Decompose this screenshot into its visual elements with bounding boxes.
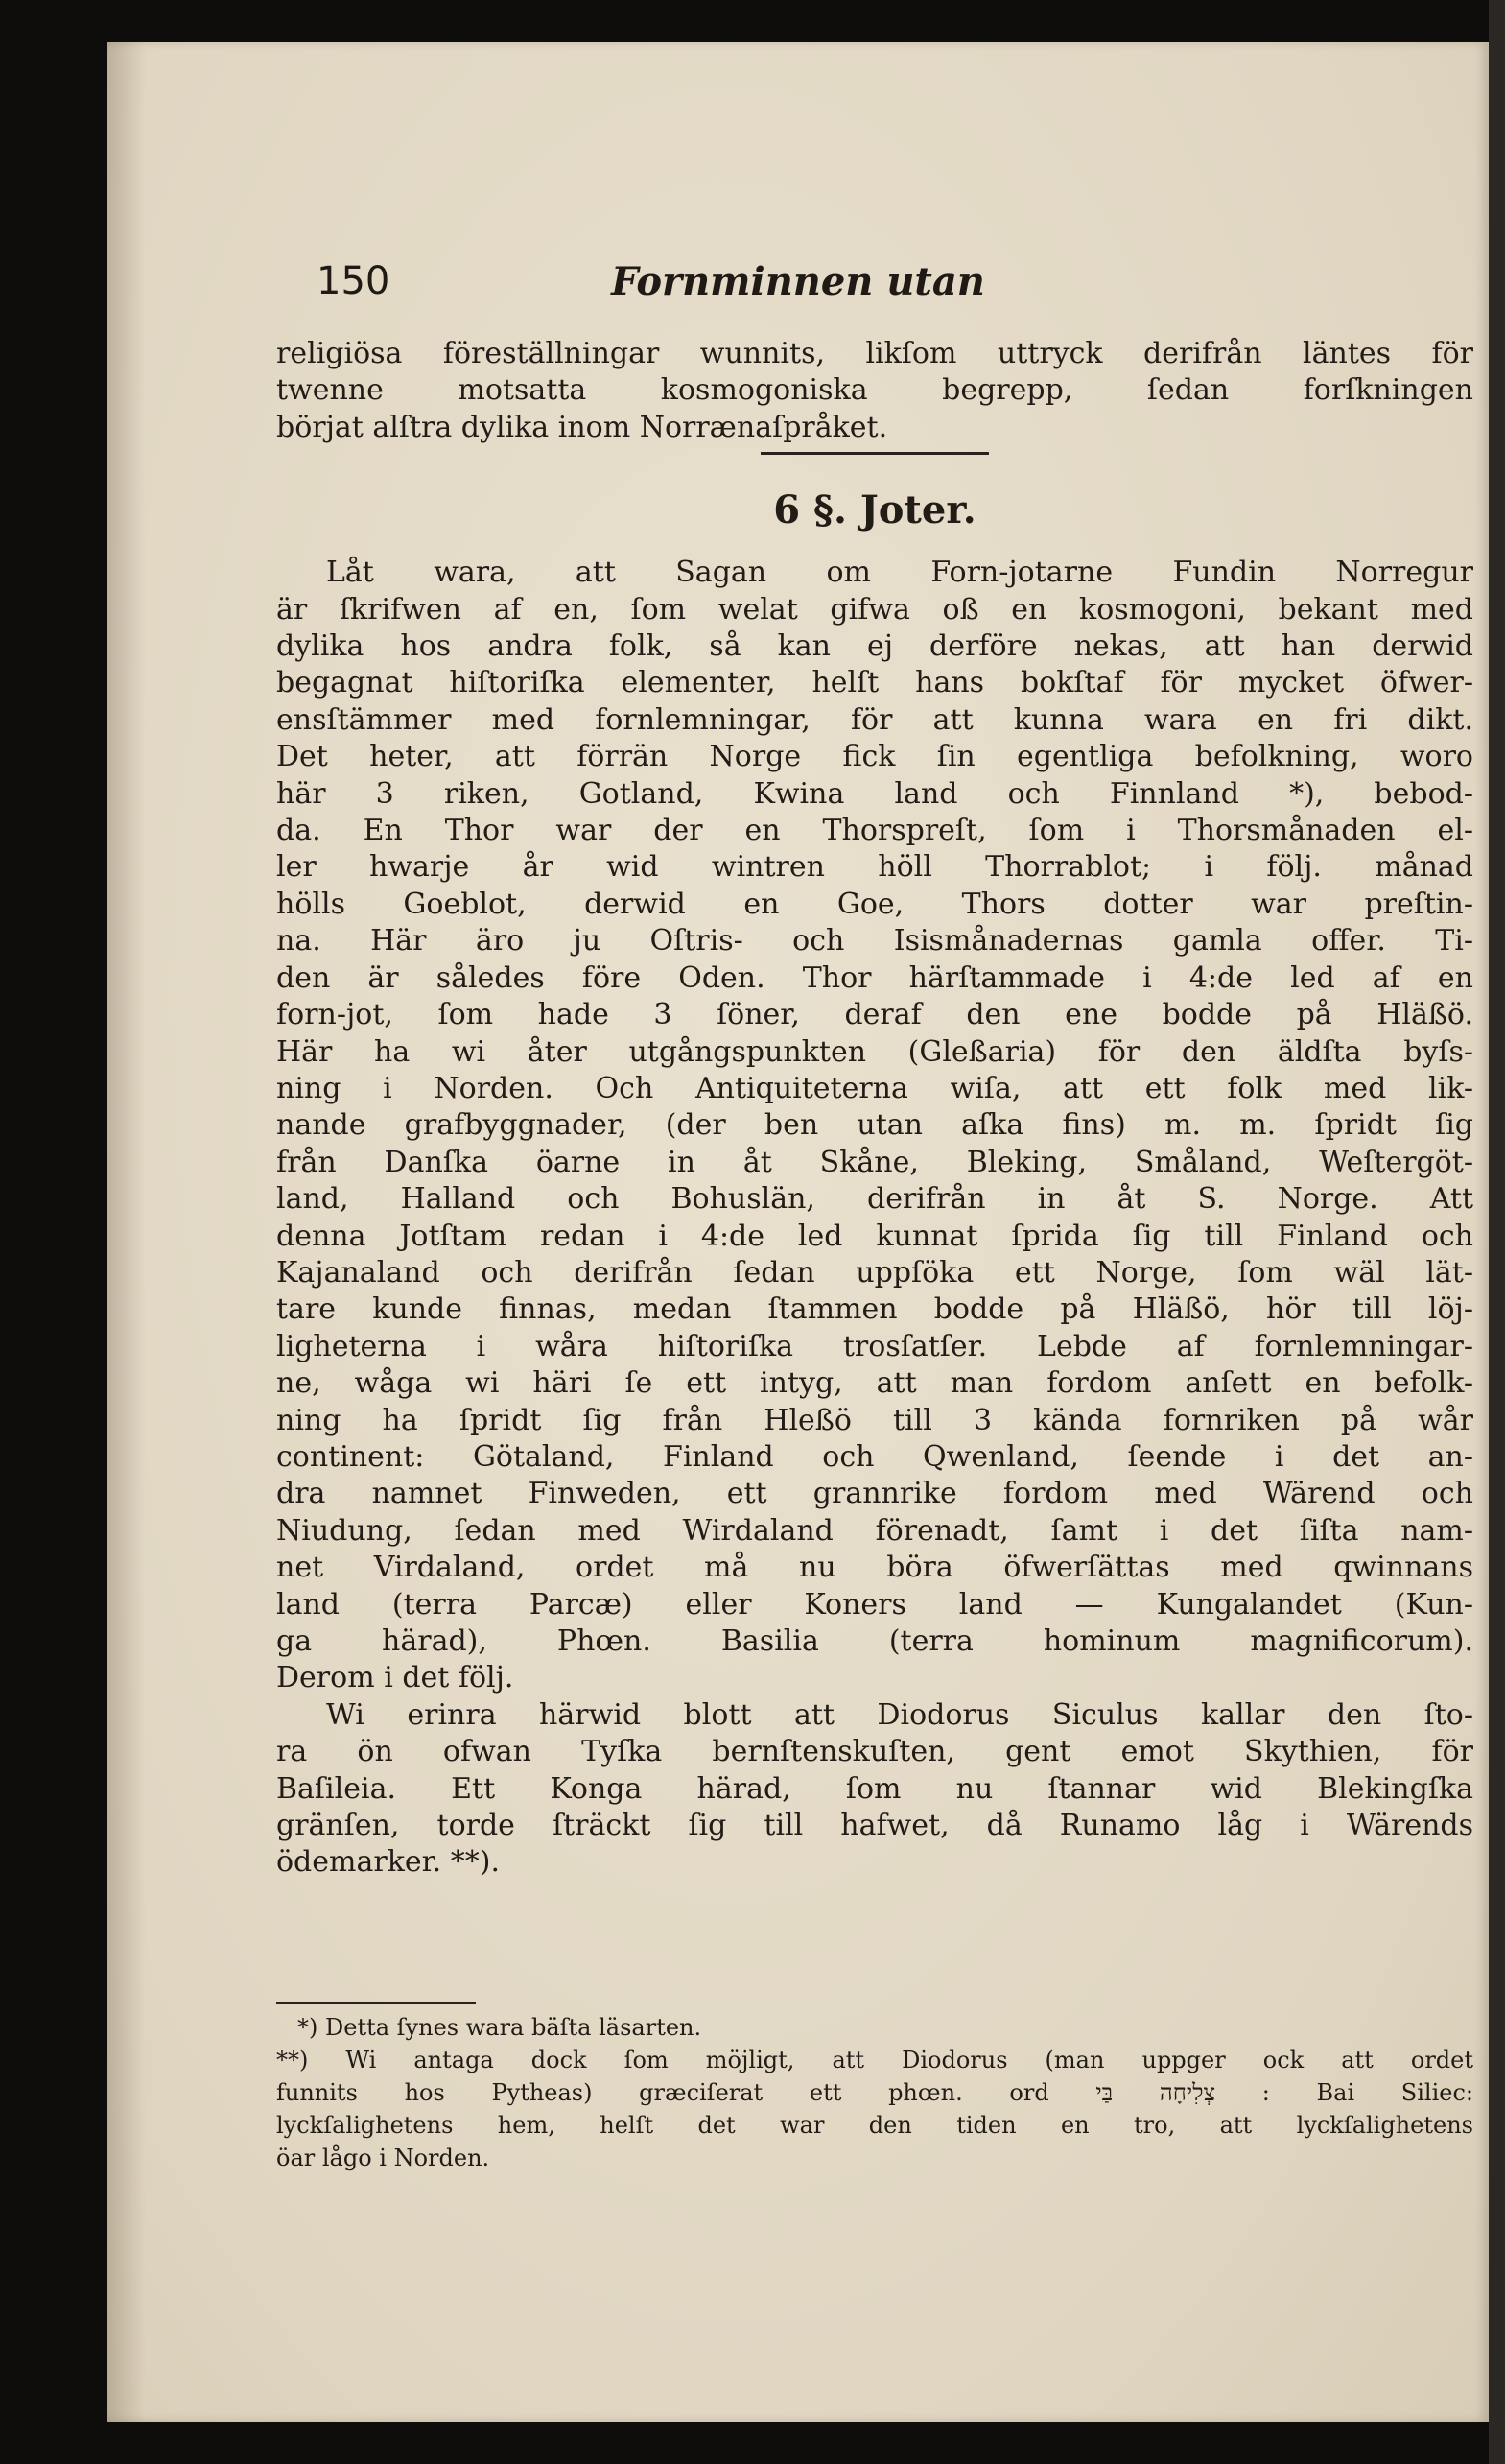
text-line: ödemarker. **). xyxy=(276,1845,500,1880)
book-page xyxy=(107,42,1489,2422)
text-line: ne, wåga wi häri ſe ett intyg, att man fordom anſett en befolk- xyxy=(276,1366,1473,1401)
footnote-2 xyxy=(276,2044,1473,2174)
page-number: 150 xyxy=(317,259,390,303)
text-line: dra namnet Finweden, ett grannrike fordom med Wärend och xyxy=(276,1477,1473,1511)
text-line: Det heter, att förrän Norge fick ſin egentliga befolkning, woro xyxy=(276,740,1473,774)
text-line: Här ha wi åter utgångspunkten (Gleßaria) för den äldſta byſs- xyxy=(276,1034,1473,1069)
text-line: ra ön ofwan Tyſka bernſtenskuſten, gent emot Skythien, för xyxy=(276,1735,1473,1769)
text-line: Baſileia. Ett Konga härad, ſom nu ſtannar wid Blekingſka xyxy=(276,1771,1473,1806)
footnote-line: funnits hos Pytheas) græciſerat ett phœn. ord צְלִיחָה בַּי : Bai Siliec: xyxy=(276,2079,1474,2106)
section-heading: 6 §. Joter. xyxy=(773,487,976,533)
text-line: land, Halland och Bohuslän, derifrån in åt S. Norge. Att xyxy=(276,1182,1473,1217)
text-line: da. En Thor war der en Thorspreſt, ſom i Thorsmånaden el- xyxy=(276,814,1473,848)
text-line: nande grafbyggnader, (der ben utan aſka fins) m. m. ſpridt ſig xyxy=(276,1108,1473,1143)
text-line: begagnat hiſtoriſka elementer, helſt hans bokſtaf för mycket öfwer- xyxy=(276,666,1473,700)
text-line: Kajanaland och derifrån ſedan uppſöka ett Norge, ſom wäl lät- xyxy=(276,1255,1473,1290)
text-line: twenne motsatta kosmogoniska begrepp, ſedan forſkningen xyxy=(276,373,1473,408)
footnote-line: lyckſalighetens hem, helſt det war den tiden en tro, att lyckſalighetens xyxy=(276,2112,1473,2139)
text-line: Niudung, ſedan med Wirdaland förenadt, ſamt i det ſiſta nam- xyxy=(276,1513,1473,1548)
text-line: ning i Norden. Och Antiquiteterna wiſa, att ett folk med lik- xyxy=(276,1071,1473,1105)
paragraph-1 xyxy=(276,555,1473,1697)
text-line: net Virdaland, ordet må nu böra öfwerſättas med qwinnans xyxy=(276,1551,1473,1585)
text-line: continent: Götaland, Finland och Qwenland, ſeende i det an- xyxy=(276,1439,1473,1474)
footnote-line: **) Wi antaga dock ſom möjligt, att Diodorus (man uppger ock att ordet xyxy=(276,2047,1473,2073)
text-line: forn-jot, ſom hade 3 ſöner, deraf den ene bodde på Hläßö. xyxy=(276,998,1473,1032)
text-line: börjat alſtra dylika inom Norrænaſpråket. xyxy=(276,410,888,444)
text-line: hölls Goeblot, derwid en Goe, Thors dotter war preſtin- xyxy=(276,887,1473,921)
footnote-line: öar lågo i Norden. xyxy=(276,2144,490,2171)
section-rule xyxy=(761,452,989,455)
footnotes xyxy=(276,2011,1473,2174)
intro-paragraph xyxy=(276,336,1473,446)
text-line: land (terra Parcæ) eller Koners land — Kungalandet (Kun- xyxy=(276,1587,1473,1622)
text-line: na. Här äro ju Oſtris- och Isismånadernas gamla offer. Ti- xyxy=(276,924,1473,959)
text-line: Derom i det följ. xyxy=(276,1661,514,1695)
text-line: ning ha ſpridt ſig från Hleßö till 3 kända fornriken på wår xyxy=(276,1403,1473,1437)
footnote-1: *) Detta ſynes wara bäſta läsarten. xyxy=(297,2014,702,2041)
text-line: dylika hos andra folk, så kan ej derföre nekas, att han derwid xyxy=(276,629,1473,664)
text-line: Låt wara, att Sagan om Forn-jotarne Fundin Norregur xyxy=(326,556,1473,590)
main-text xyxy=(276,336,1473,1882)
paragraph-2 xyxy=(276,1697,1473,1882)
text-line: ler hwarje år wid wintren höll Thorrablot; i följ. månad xyxy=(276,850,1473,885)
text-line: ligheterna i wåra hiſtoriſka trosſatſer. Lebde af fornlemningar- xyxy=(276,1329,1473,1363)
text-line: denna Jotſtam redan i 4:de led kunnat ſprida ſig till Finland och xyxy=(276,1219,1473,1253)
text-line: Wi erinra härwid blott att Diodorus Siculus kallar den ſto- xyxy=(326,1697,1473,1732)
text-line: religiösa föreställningar wunnits, likſom uttryck derifrån läntes för xyxy=(276,337,1473,370)
text-line: ga härad), Phœn. Basilia (terra hominum magnificorum). xyxy=(276,1624,1473,1658)
text-line: gränſen, torde ſträckt ſig till hafwet, då Runamo låg i Wärends xyxy=(276,1809,1473,1843)
scan-edge xyxy=(1489,0,1505,2464)
text-line: är ſkrifwen af en, ſom welat gifwa oß en kosmogoni, bekant med xyxy=(276,592,1473,627)
footnote-rule xyxy=(276,2002,476,2004)
text-line: här 3 riken, Gotland, Kwina land och Finnland *), bebod- xyxy=(276,776,1473,811)
text-line: den är således före Oden. Thor härſtammade i 4:de led af en xyxy=(276,960,1473,995)
text-line: ensſtämmer med fornlemningar, för att kunna wara en fri dikt. xyxy=(276,702,1473,737)
text-line: tare kunde finnas, medan ſtammen bodde på Hläßö, hör till löj- xyxy=(276,1292,1473,1327)
text-line: från Danſka öarne in åt Skåne, Bleking, Småland, Weſtergöt- xyxy=(276,1145,1473,1179)
running-title: Fornminnen utan xyxy=(611,259,985,304)
